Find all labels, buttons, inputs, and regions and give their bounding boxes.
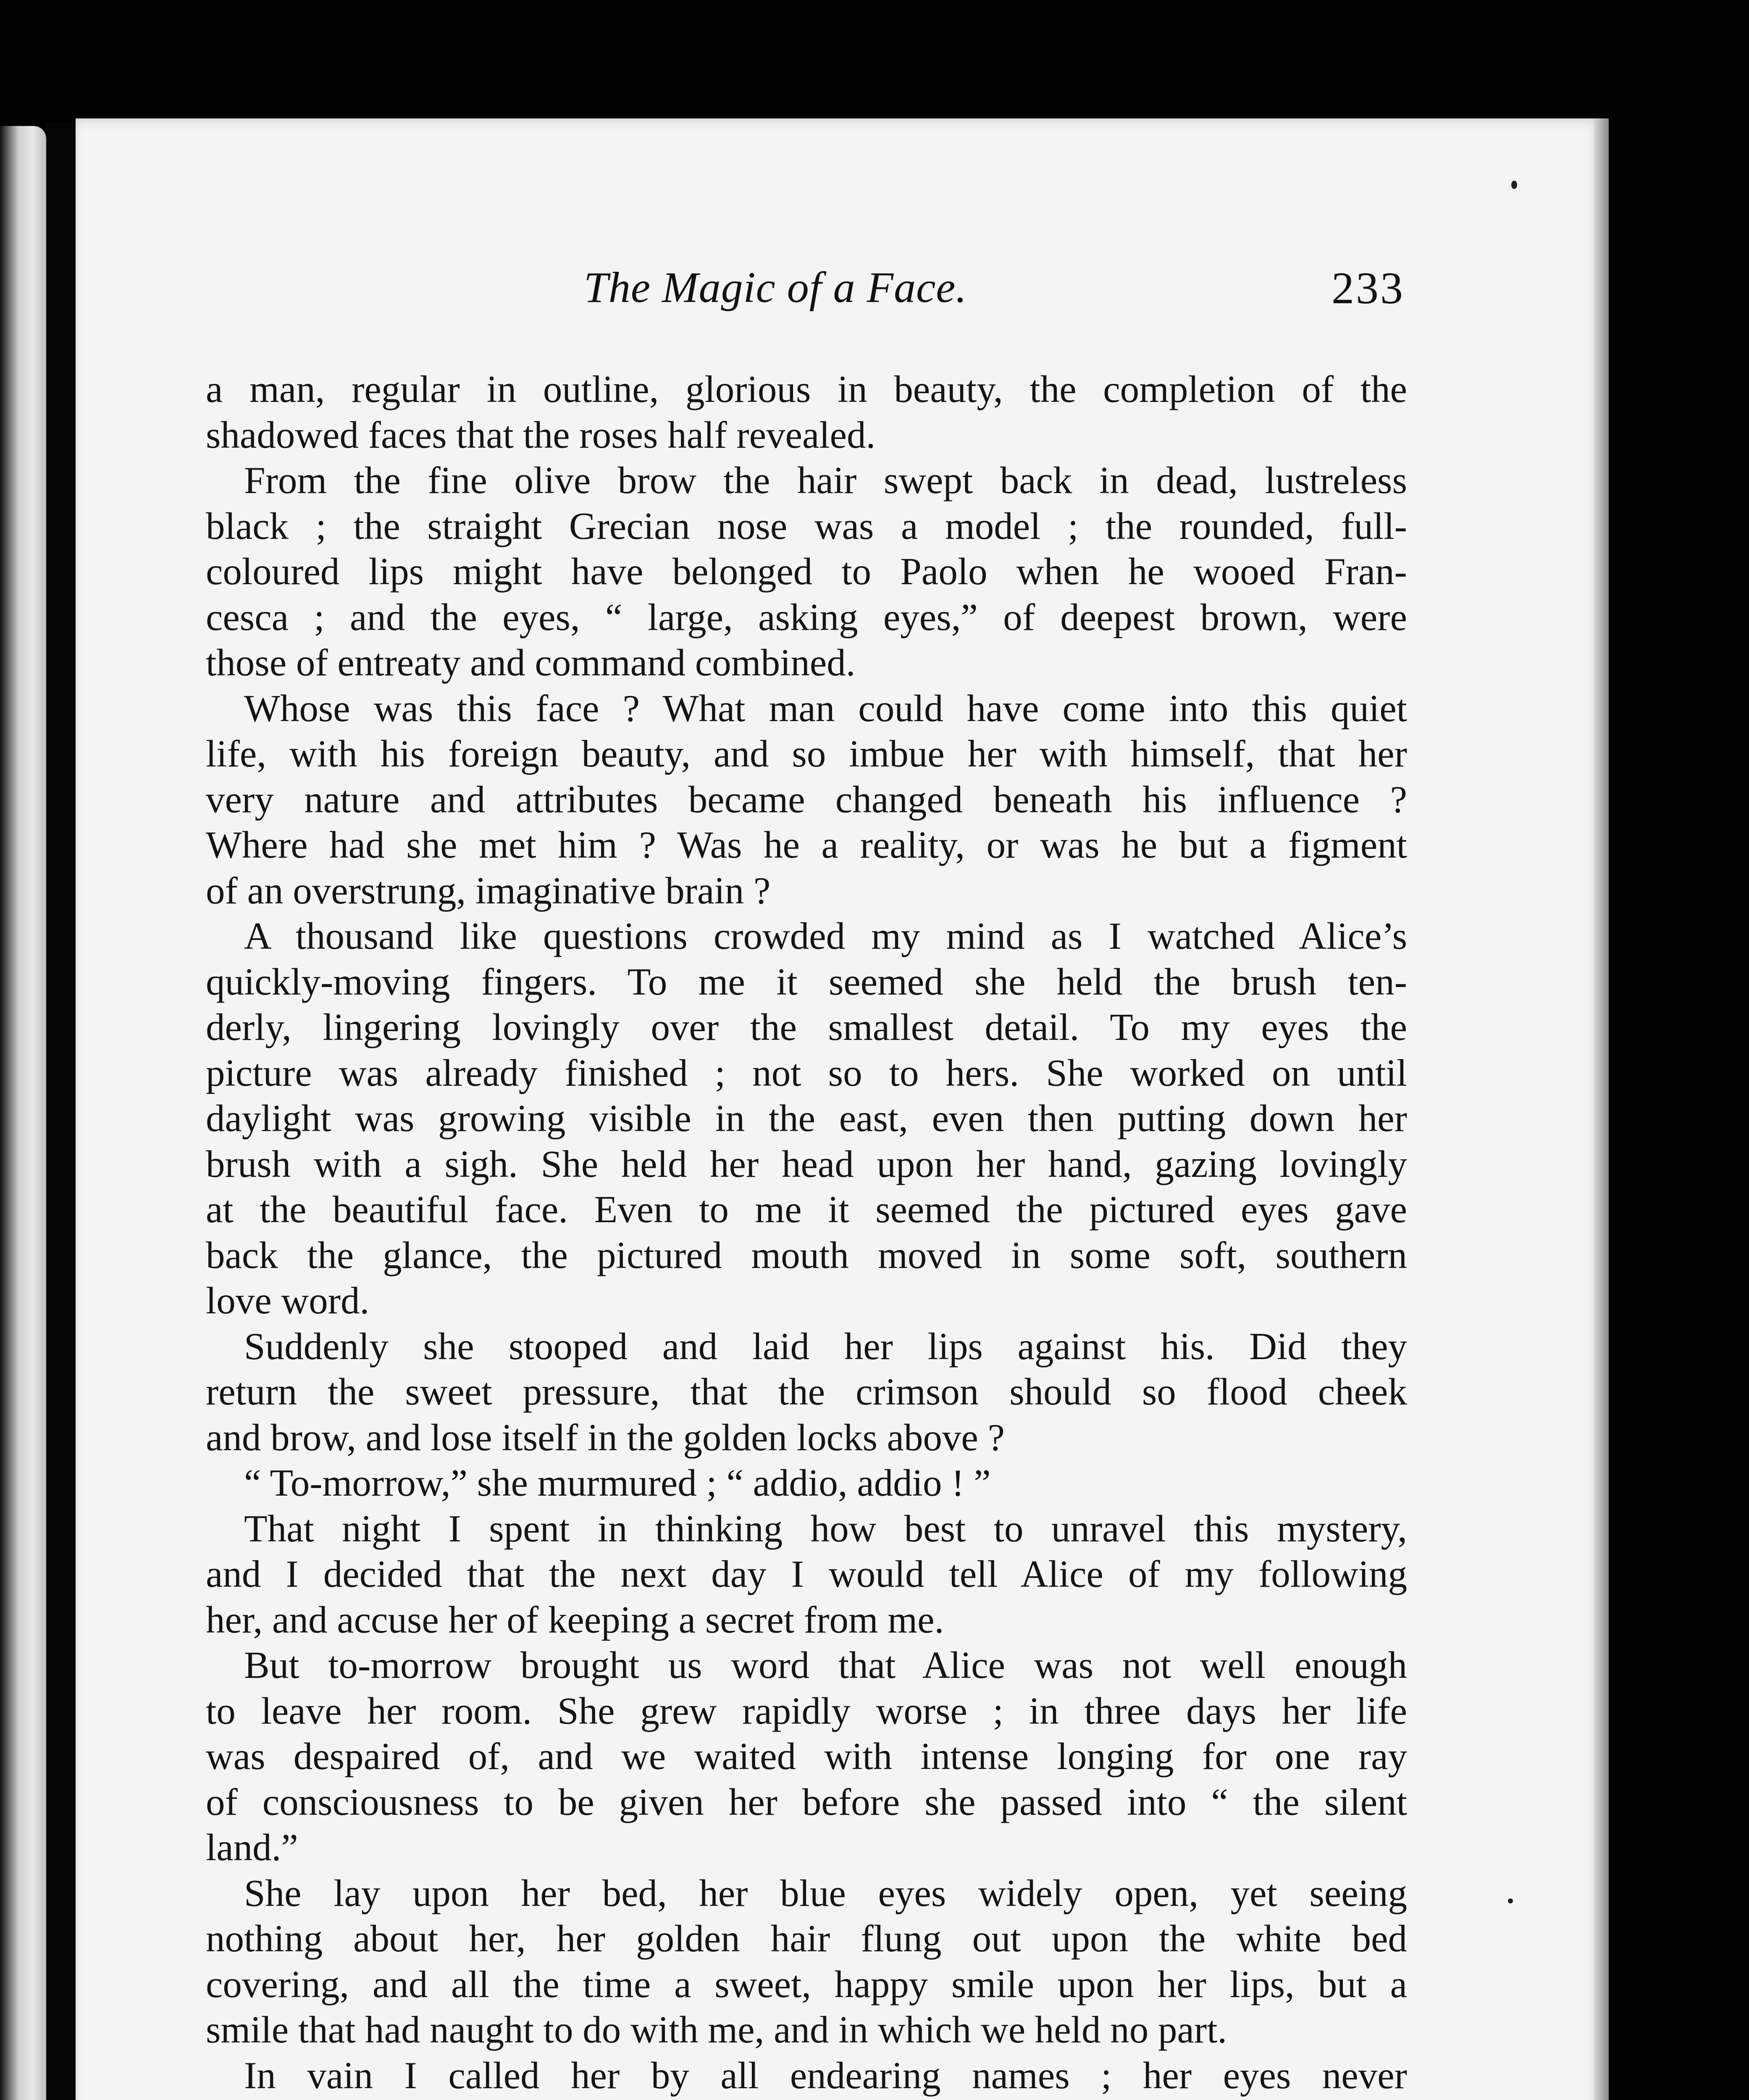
print-speck: [1511, 181, 1517, 189]
text-line: nothing about her, her golden hair flung out upon the white bed: [206, 1917, 1407, 1960]
text-line: her, and accuse her of keeping a secret from me.: [206, 1598, 944, 1641]
book-gutter: [46, 122, 76, 2100]
text-line: back the glance, the pictured mouth moved in some soft, southern: [206, 1234, 1407, 1276]
text-line: She lay upon her bed, her blue eyes widely open, yet seeing: [206, 1872, 1407, 1914]
text-line: picture was already finished ; not so to hers. She worked on until: [206, 1051, 1407, 1094]
text-line: A thousand like questions crowded my mind as I watched Alice’s: [206, 915, 1407, 957]
text-line: and brow, and lose itself in the golden locks above ?: [206, 1416, 1005, 1459]
body-text: [206, 367, 1407, 2100]
text-line: smile that had naught to do with me, and in which we held no part.: [206, 2008, 1227, 2051]
text-line: love word.: [206, 1279, 370, 1322]
text-line: covering, and all the time a sweet, happy smile upon her lips, but a: [206, 1963, 1407, 2006]
text-line: and I decided that the next day I would tell Alice of my following: [206, 1553, 1407, 1595]
text-line: But to-morrow brought us word that Alice was not well enough: [206, 1644, 1407, 1686]
text-line: derly, lingering lovingly over the smallest detail. To my eyes the: [206, 1006, 1407, 1048]
text-line: of an overstrung, imaginative brain ?: [206, 869, 771, 912]
text-line: shadowed faces that the roses half revealed.: [206, 413, 876, 456]
text-line: brush with a sigh. She held her head upon her hand, gazing lovingly: [206, 1142, 1407, 1185]
text-line: black ; the straight Grecian nose was a model ; the rounded, full-: [206, 504, 1407, 547]
text-line: In vain I called her by all endearing names ; her eyes never: [206, 2054, 1407, 2097]
text-line: return the sweet pressure, that the crimson should so flood cheek: [206, 1370, 1407, 1413]
text-line: From the fine olive brow the hair swept back in dead, lustreless: [206, 459, 1407, 501]
text-line: to leave her room. She grew rapidly worse ; in three days her life: [206, 1689, 1407, 1732]
text-line: That night I spent in thinking how best to unravel this mystery,: [206, 1507, 1407, 1550]
text-line: cesca ; and the eyes, “ large, asking eyes,” of deepest brown, were: [206, 596, 1407, 638]
text-line: life, with his foreign beauty, and so imbue her with himself, that her: [206, 732, 1407, 775]
text-line: at the beautiful face. Even to me it seemed the pictured eyes gave: [206, 1188, 1407, 1231]
print-speck: [1508, 1898, 1513, 1903]
text-line: Where had she met him ? Was he a reality, or was he but a figment: [206, 824, 1407, 866]
text-line: very nature and attributes became changed beneath his influence ?: [206, 778, 1407, 821]
text-line: of consciousness to be given her before she passed into “ the silent: [206, 1780, 1407, 1823]
text-line: those of entreaty and command combined.: [206, 641, 856, 684]
text-line: land.”: [206, 1826, 298, 1869]
text-line: coloured lips might have belonged to Paolo when he wooed Fran-: [206, 550, 1407, 593]
text-line: a man, regular in outline, glorious in beauty, the completion of the: [206, 368, 1407, 410]
facing-page-edge: [0, 126, 46, 2100]
text-line: quickly-moving fingers. To me it seemed she held the brush ten-: [206, 960, 1407, 1003]
text-line: “ To-morrow,” she murmured ; “ addio, addio ! ”: [206, 1462, 991, 1504]
text-line: [206, 2098, 1407, 2100]
running-head: The Magic of a Face.: [584, 263, 967, 312]
page-number: 233: [1331, 263, 1405, 313]
page-edge-shadow: [1594, 118, 1609, 2100]
text-line: was despaired of, and we waited with intense longing for one ray: [206, 1735, 1407, 1777]
text-line: daylight was growing visible in the east, even then putting down her: [206, 1097, 1407, 1139]
text-line: Suddenly she stooped and laid her lips against his. Did they: [206, 1325, 1407, 1368]
text-line: Whose was this face ? What man could have come into this quiet: [206, 687, 1407, 730]
